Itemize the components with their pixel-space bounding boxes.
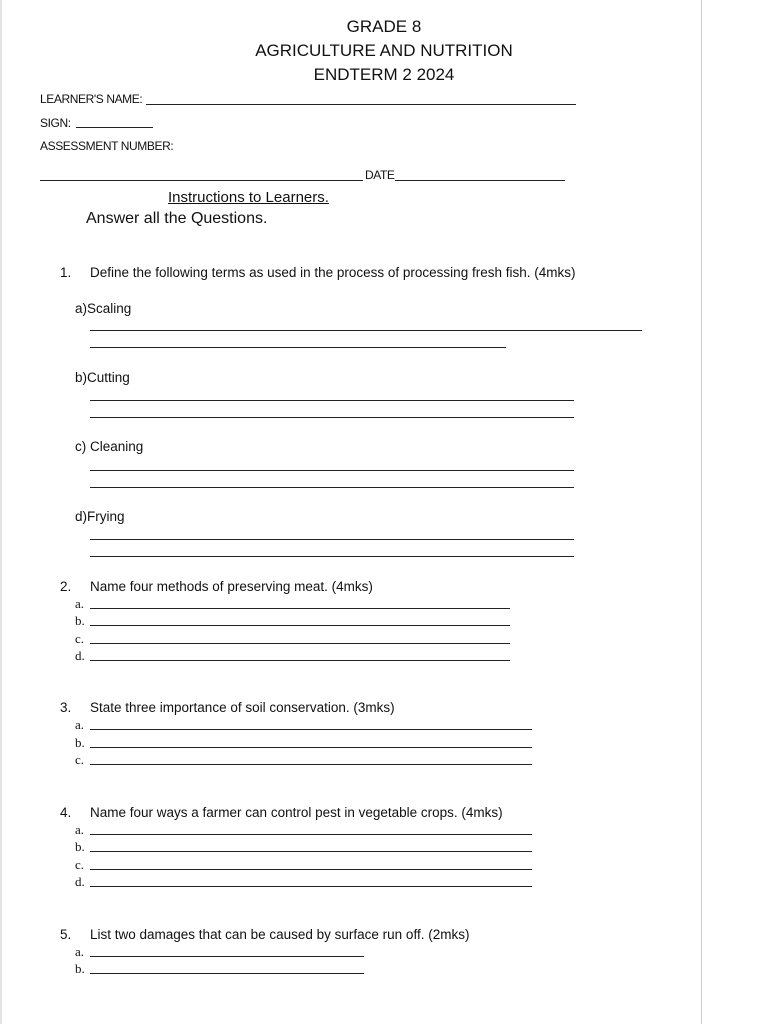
answer-line[interactable] — [90, 643, 510, 644]
subject-title: AGRICULTURE AND NUTRITION — [255, 41, 513, 60]
question-1-part-c: c) Cleaning — [75, 439, 144, 454]
option-label: b. — [75, 613, 85, 628]
answer-line[interactable] — [90, 347, 506, 348]
answer-line[interactable] — [90, 330, 642, 331]
answer-line[interactable] — [90, 851, 532, 852]
option-label: b. — [75, 961, 85, 976]
question-1-part-a: a)Scaling — [75, 301, 132, 316]
option-label: b. — [75, 839, 85, 854]
question-1-part-d: d)Frying — [75, 509, 125, 524]
question-4-text: Name four ways a farmer can control pest in vegetable crops. (4mks) — [90, 805, 503, 820]
assessment-number-line[interactable] — [40, 180, 363, 181]
question-3-number: 3. — [60, 700, 72, 715]
option-label: d. — [75, 648, 85, 663]
answer-line[interactable] — [90, 625, 510, 626]
answer-line[interactable] — [90, 869, 532, 870]
option-label: c. — [75, 631, 85, 646]
option-label: a. — [75, 944, 85, 959]
option-label: a. — [75, 717, 85, 732]
question-5-text: List two damages that can be caused by surface run off. (2mks) — [90, 927, 470, 942]
assessment-number-label: ASSESSMENT NUMBER: — [40, 139, 174, 153]
page-edge-left — [0, 0, 2, 1024]
answer-line[interactable] — [90, 470, 574, 471]
question-3-text: State three importance of soil conservation. (3mks) — [90, 700, 395, 715]
option-label: a. — [75, 596, 85, 611]
answer-line[interactable] — [90, 417, 574, 418]
answer-line[interactable] — [90, 973, 364, 974]
question-5-number: 5. — [60, 927, 72, 942]
answer-line[interactable] — [90, 556, 574, 557]
option-label: b. — [75, 735, 85, 750]
instructions-text: Answer all the Questions. — [86, 210, 268, 227]
question-1-part-b: b)Cutting — [75, 370, 130, 385]
question-1-number: 1. — [60, 265, 72, 280]
sign-label: SIGN: — [40, 116, 71, 130]
learner-name-line[interactable] — [146, 104, 576, 105]
answer-line[interactable] — [90, 660, 510, 661]
option-label: c. — [75, 857, 85, 872]
answer-line[interactable] — [90, 886, 532, 887]
question-1-text: Define the following terms as used in the process of processing fresh fish. (4mks) — [90, 265, 576, 280]
exam-title: ENDTERM 2 2024 — [313, 65, 455, 84]
option-label: a. — [75, 822, 85, 837]
answer-line[interactable] — [90, 729, 532, 730]
instructions-heading: Instructions to Learners. — [168, 189, 329, 206]
answer-line[interactable] — [90, 956, 364, 957]
question-4-number: 4. — [60, 805, 72, 820]
question-2-number: 2. — [60, 579, 72, 594]
option-label: c. — [75, 752, 85, 767]
answer-line[interactable] — [90, 608, 510, 609]
answer-line[interactable] — [90, 539, 574, 540]
answer-line[interactable] — [90, 747, 532, 748]
answer-line[interactable] — [90, 400, 574, 401]
sign-line[interactable] — [76, 127, 153, 128]
answer-line[interactable] — [90, 487, 574, 488]
page-edge-right — [701, 0, 702, 1024]
question-2-text: Name four methods of preserving meat. (4mks) — [90, 579, 373, 594]
grade-title: GRADE 8 — [346, 17, 422, 36]
date-line[interactable] — [395, 180, 565, 181]
date-label: DATE — [365, 168, 395, 182]
learner-name-label: LEARNER'S NAME: — [40, 92, 143, 106]
option-label: d. — [75, 874, 85, 889]
answer-line[interactable] — [90, 764, 532, 765]
answer-line[interactable] — [90, 834, 532, 835]
